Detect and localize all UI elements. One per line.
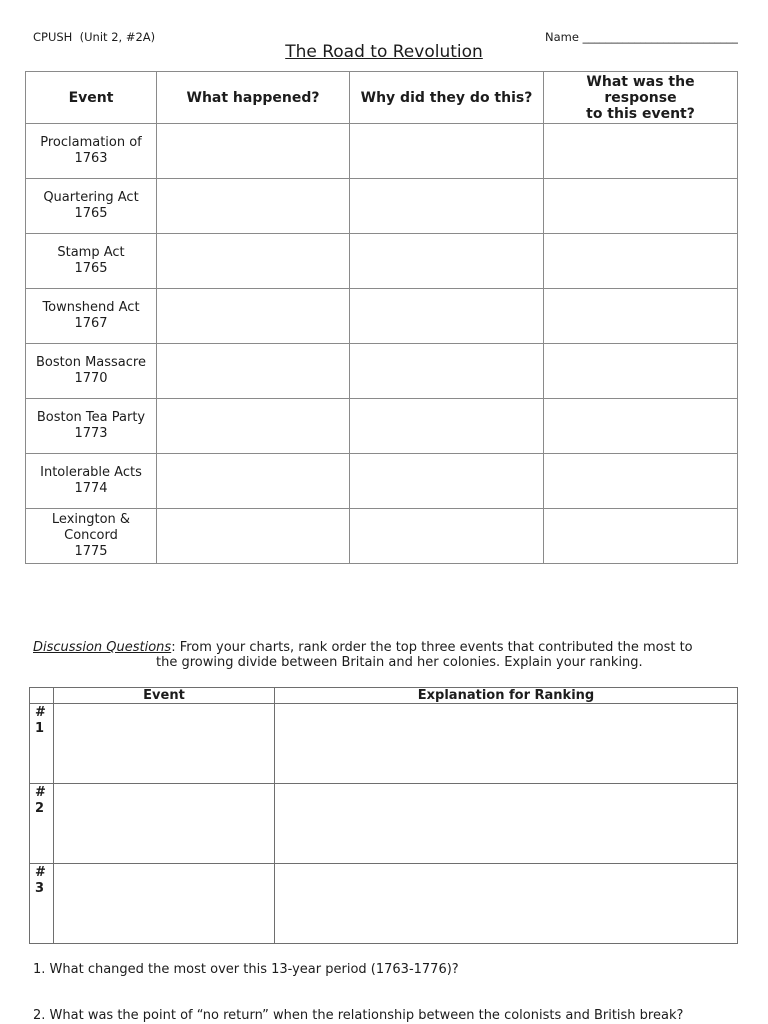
- event-year: 1775: [74, 544, 108, 559]
- column-header-why: Why did they do this?: [350, 72, 544, 124]
- question-2: 2. What was the point of “no return” when the relationship between the colonists and British break?: [33, 1008, 684, 1023]
- column-header-event: Event: [26, 72, 157, 124]
- event-cell: [26, 509, 157, 564]
- column-header-event: Event: [54, 688, 275, 704]
- event-row: [26, 509, 738, 564]
- event-year: 1765: [74, 261, 108, 276]
- name-field: Name ___________________________: [545, 30, 738, 44]
- discussion-text: : From your charts, rank order the top three events that contributed the most to: [171, 640, 693, 655]
- event-name: Quartering Act: [43, 190, 139, 205]
- response-cell: [544, 454, 738, 509]
- response-cell: [544, 234, 738, 289]
- rank-hash: #: [35, 785, 46, 800]
- ranked-event-cell: [54, 864, 275, 944]
- rank-hash: #: [35, 865, 46, 880]
- rank-number: 1: [35, 721, 45, 736]
- response-cell: [544, 399, 738, 454]
- what-happened-cell: [157, 289, 350, 344]
- why-cell: [350, 399, 544, 454]
- event-name: Boston Tea Party: [36, 410, 146, 425]
- ranked-event-cell: [54, 704, 275, 784]
- event-cell: [26, 124, 157, 179]
- response-cell: [544, 179, 738, 234]
- column-header-rank: [30, 688, 54, 704]
- ranked-event-cell: [54, 784, 275, 864]
- response-cell: [544, 289, 738, 344]
- response-cell: [544, 509, 738, 564]
- explanation-cell: [275, 704, 738, 784]
- event-year: 1774: [74, 481, 108, 496]
- event-row: [26, 454, 738, 509]
- events-table-header: [26, 72, 738, 124]
- event-row: [26, 234, 738, 289]
- event-year: 1765: [74, 206, 108, 221]
- column-header-explanation: Explanation for Ranking: [275, 688, 738, 704]
- event-row: [26, 179, 738, 234]
- event-cell: [26, 454, 157, 509]
- column-header-what-happened: What happened?: [157, 72, 350, 124]
- why-cell: [350, 344, 544, 399]
- page-title: The Road to Revolution: [285, 42, 483, 62]
- event-cell: [26, 179, 157, 234]
- why-cell: [350, 124, 544, 179]
- event-name: Stamp Act: [57, 245, 125, 260]
- column-header-response-line: What was the: [586, 73, 695, 90]
- rank-label: [30, 704, 54, 784]
- column-header-response-line: to this event?: [586, 105, 695, 122]
- ranking-table: [29, 687, 738, 944]
- response-cell: [544, 344, 738, 399]
- event-name: Townshend Act: [42, 300, 140, 315]
- event-cell: [26, 344, 157, 399]
- event-cell: [26, 234, 157, 289]
- event-cell: [26, 289, 157, 344]
- events-table: [25, 71, 738, 564]
- explanation-cell: [275, 864, 738, 944]
- why-cell: [350, 509, 544, 564]
- rank-label: [30, 784, 54, 864]
- discussion-text: the growing divide between Britain and her colonies. Explain your ranking.: [156, 655, 643, 670]
- response-cell: [544, 124, 738, 179]
- why-cell: [350, 234, 544, 289]
- event-name: Boston Massacre: [36, 355, 146, 370]
- event-name: Concord: [64, 528, 118, 543]
- what-happened-cell: [157, 344, 350, 399]
- rank-number: 3: [35, 881, 45, 896]
- event-row: [26, 289, 738, 344]
- what-happened-cell: [157, 454, 350, 509]
- event-year: 1773: [74, 426, 108, 441]
- rank-number: 2: [35, 801, 45, 816]
- what-happened-cell: [157, 234, 350, 289]
- event-row: [26, 399, 738, 454]
- ranking-row: [30, 704, 738, 784]
- ranking-row: [30, 784, 738, 864]
- course-label: CPUSH (Unit 2, #2A): [33, 30, 156, 44]
- rank-label: [30, 864, 54, 944]
- why-cell: [350, 454, 544, 509]
- event-name: Lexington &: [51, 512, 131, 527]
- event-name: Intolerable Acts: [40, 465, 142, 480]
- what-happened-cell: [157, 399, 350, 454]
- what-happened-cell: [157, 509, 350, 564]
- ranking-row: [30, 864, 738, 944]
- event-row: [26, 344, 738, 399]
- event-name: Proclamation of: [40, 135, 142, 150]
- event-row: [26, 124, 738, 179]
- question-1: 1. What changed the most over this 13-year period (1763-1776)?: [33, 962, 459, 977]
- rank-hash: #: [35, 705, 46, 720]
- ranking-table-header: [30, 688, 738, 704]
- explanation-cell: [275, 784, 738, 864]
- column-header-response-line: response: [604, 89, 677, 106]
- why-cell: [350, 179, 544, 234]
- event-year: 1763: [74, 151, 108, 166]
- discussion-instructions: [33, 640, 693, 670]
- column-header-response: [544, 72, 738, 124]
- discussion-label: Discussion Questions: [33, 640, 172, 655]
- event-year: 1770: [74, 371, 108, 386]
- event-year: 1767: [74, 316, 108, 331]
- what-happened-cell: [157, 179, 350, 234]
- what-happened-cell: [157, 124, 350, 179]
- event-cell: [26, 399, 157, 454]
- why-cell: [350, 289, 544, 344]
